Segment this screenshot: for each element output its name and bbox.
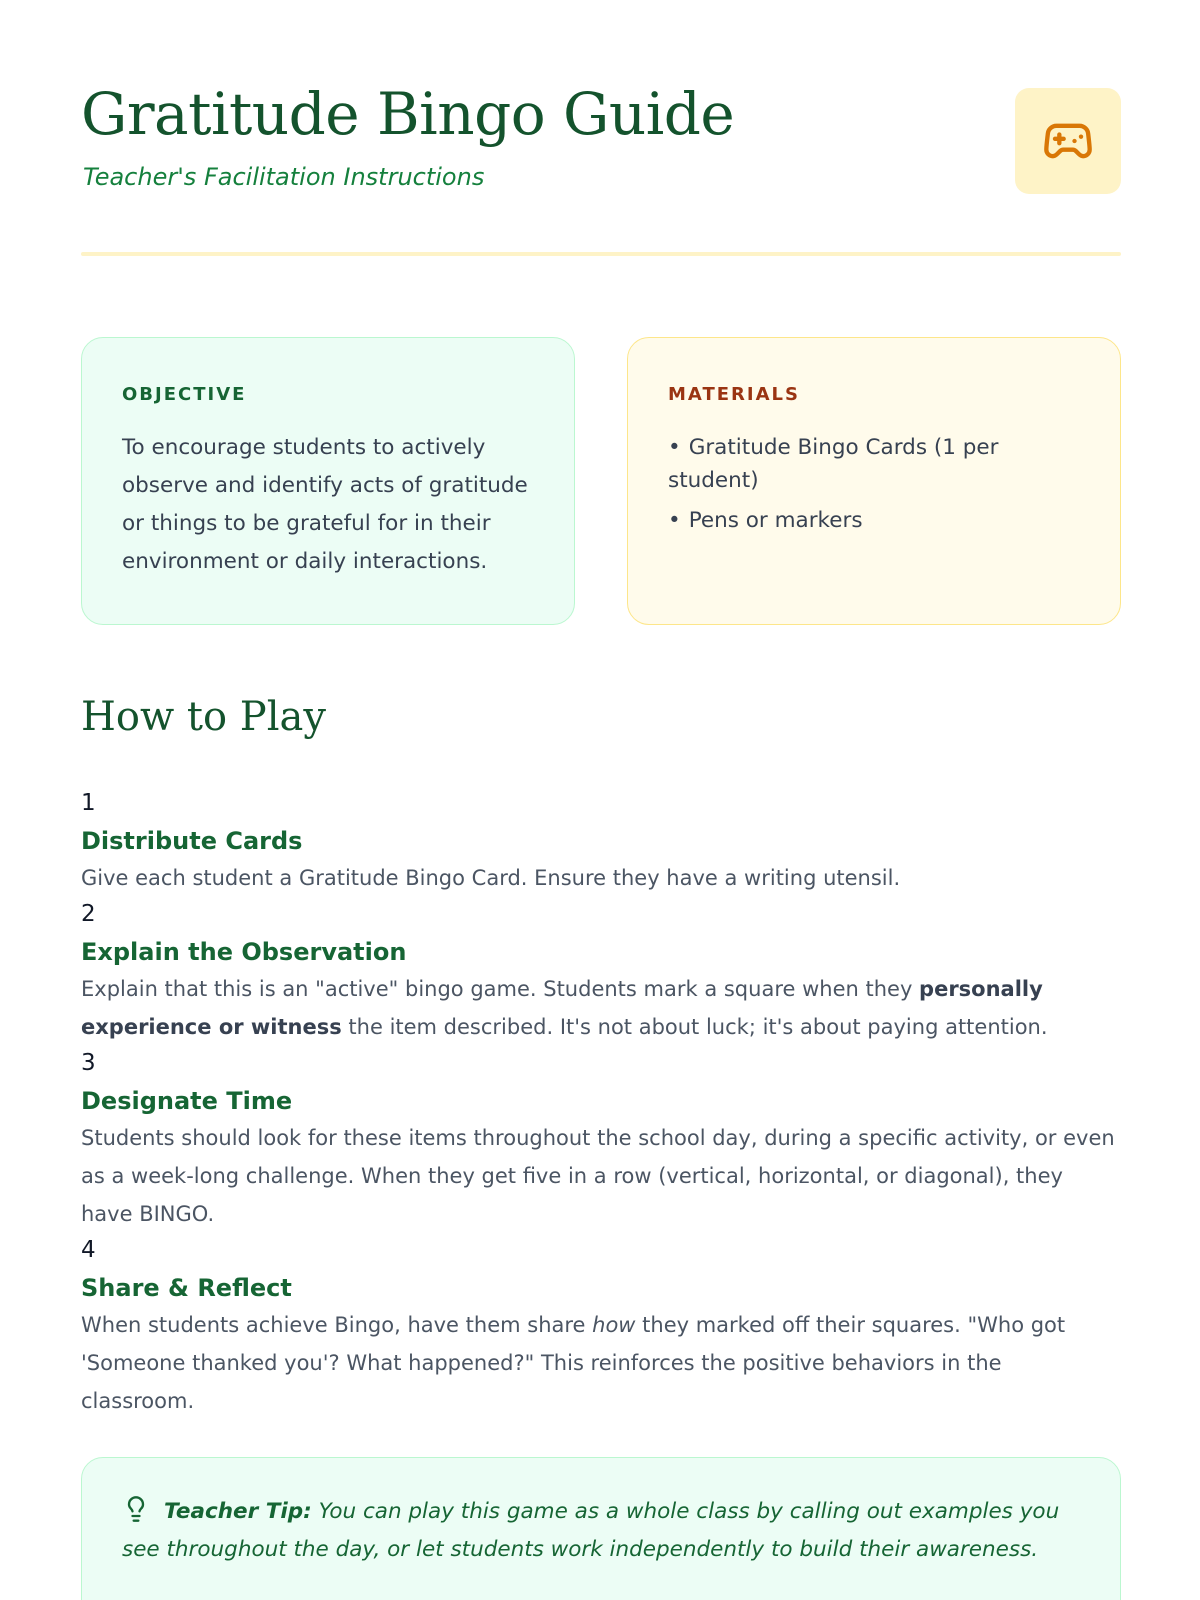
step-item	[81, 1046, 1121, 1233]
objective-label: OBJECTIVE	[122, 384, 247, 405]
page-title: Gratitude Bingo Guide	[81, 80, 735, 148]
materials-list	[668, 431, 1080, 537]
objective-card	[81, 337, 575, 625]
step-description: Students should look for these items throughout the school day, during a specific activity, or even as a week-long challenge. When they get five in a row (vertical, horizontal, or diagonal), they have BINGO.	[81, 1126, 1115, 1226]
step-number: 4	[81, 1237, 96, 1263]
step-number: 1	[81, 790, 96, 816]
step-item	[81, 1233, 1121, 1420]
step-title: Designate Time	[81, 1087, 293, 1115]
teacher-tip-box	[81, 1457, 1121, 1600]
step-description	[81, 1306, 1121, 1420]
step-title: Share & Reflect	[81, 1274, 292, 1302]
materials-item: • Gratitude Bingo Cards (1 per student)	[668, 431, 1080, 497]
step-title: Explain the Observation	[81, 938, 407, 966]
header	[81, 0, 1121, 256]
materials-label: MATERIALS	[668, 384, 800, 405]
step-title: Distribute Cards	[81, 827, 303, 855]
materials-item: • Pens or markers	[668, 504, 1080, 537]
header-divider	[81, 252, 1121, 256]
objective-text: To encourage students to actively observe and identify acts of gratitude or things to be grateful for in their environment or daily interactions.	[122, 435, 528, 574]
step-description	[81, 970, 1121, 1046]
steps-list	[81, 786, 1121, 1420]
game-badge	[1015, 88, 1121, 194]
step-number: 3	[81, 1050, 96, 1076]
how-to-play-heading: How to Play	[81, 694, 326, 740]
step-emphasis: how	[592, 1313, 636, 1337]
step-text: the item described. It's not about luck; it's about paying attention.	[341, 1015, 1048, 1039]
teacher-tip-body: You can play this game as a whole class by calling out examples you see throughout the day, or let students work independently to build their awareness.	[122, 1499, 1060, 1562]
step-number: 2	[81, 901, 96, 927]
step-text: they marked off their squares. "Who got 'Someone thanked you'? What happened?" This reinforces the positive behaviors in the classroom.	[81, 1313, 1066, 1413]
gamepad-icon	[1042, 115, 1094, 167]
step-emphasis: personally experience or witness	[81, 977, 1043, 1039]
teacher-tip-label: Teacher Tip:	[164, 1499, 312, 1524]
step-text: Explain that this is an "active" bingo game. Students mark a square when they	[81, 977, 920, 1001]
materials-card	[627, 337, 1121, 625]
step-text: When students achieve Bingo, have them share	[81, 1313, 593, 1337]
step-item	[81, 786, 1121, 897]
step-description: Give each student a Gratitude Bingo Card. Ensure they have a writing utensil.	[81, 866, 901, 890]
step-item	[81, 897, 1121, 1046]
teacher-tip-text	[122, 1493, 1080, 1569]
lightbulb-icon	[122, 1493, 150, 1525]
page-subtitle: Teacher's Facilitation Instructions	[83, 163, 485, 191]
page	[81, 0, 1121, 1600]
